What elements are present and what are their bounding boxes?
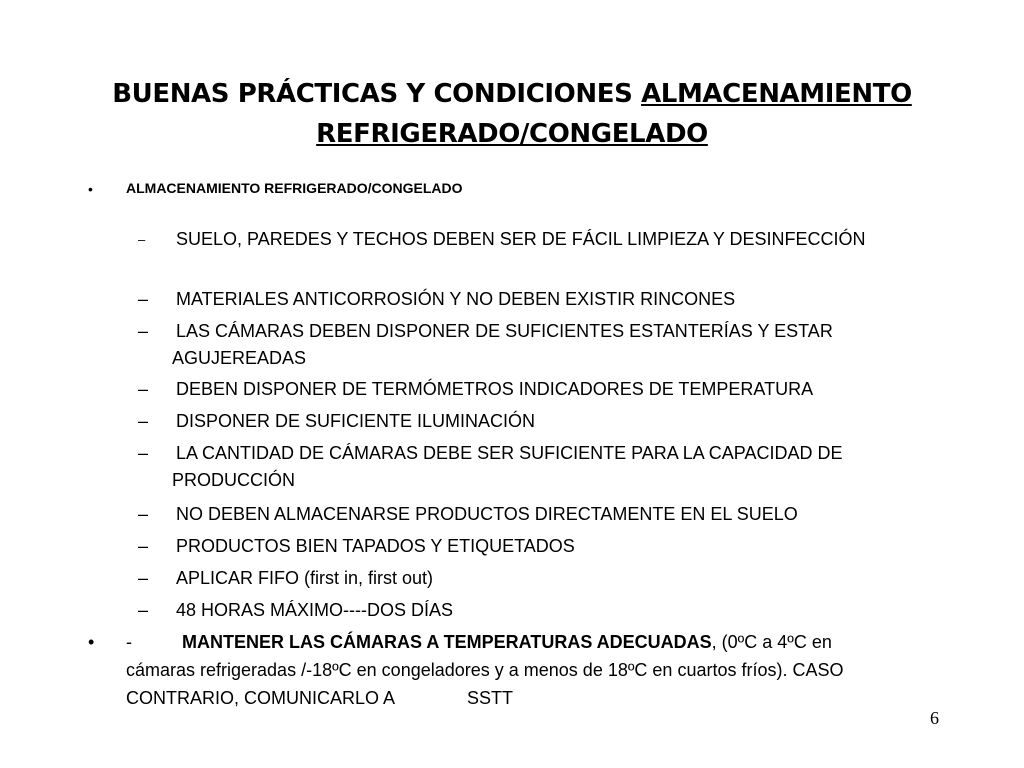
list-item (138, 440, 938, 494)
list-item (138, 597, 938, 624)
dash-marker: – (138, 411, 149, 431)
dash-marker: – (138, 600, 149, 620)
dash-marker: – (138, 504, 149, 524)
list-item-text: SUELO, PAREDES Y TECHOS DEBEN SER DE FÁCIL LIMPIEZA Y DESINFECCIÓN (176, 229, 866, 249)
list-item-text: MATERIALES ANTICORROSIÓN Y NO DEBEN EXISTIR RINCONES (176, 289, 736, 309)
dash-marker: – (138, 289, 149, 309)
list-item (138, 226, 938, 280)
temperature-text-line3: CONTRARIO, COMUNICARLO A (126, 688, 396, 708)
list-item-text: APLICAR FIFO (first in, first out) (176, 568, 434, 588)
dash-marker: – (138, 379, 149, 399)
temperature-bold-text: MANTENER LAS CÁMARAS A TEMPERATURAS ADECUADAS (182, 632, 712, 652)
slide-title (60, 74, 964, 154)
list-item-text: NO DEBEN ALMACENARSE PRODUCTOS DIRECTAMENTE EN EL SUELO (176, 504, 798, 524)
list-item (138, 565, 938, 592)
dash-marker: – (138, 443, 149, 463)
list-item-text: LAS CÁMARAS DEBEN DISPONER DE SUFICIENTES ESTANTERÍAS Y ESTAR AGUJEREADAS (172, 321, 833, 368)
list-item (138, 286, 938, 313)
list-item (138, 318, 938, 372)
list-item-text: PRODUCTOS BIEN TAPADOS Y ETIQUETADOS (176, 536, 575, 556)
title-underlined-1: ALMACENAMIENTO (641, 79, 912, 109)
dash-marker: – (138, 232, 146, 247)
dash-marker: – (138, 568, 149, 588)
list-item-text: 48 HORAS MÁXIMO----DOS DÍAS (176, 600, 454, 620)
list-item-text: DEBEN DISPONER DE TERMÓMETROS INDICADORES DE TEMPERATURA (176, 379, 814, 399)
temperature-text-line1: , (0ºC a 4ºC en (711, 632, 832, 652)
sstt-text: SSTT (467, 688, 514, 708)
list-item-text: DISPONER DE SUFICIENTE ILUMINACIÓN (176, 411, 536, 431)
bullet-marker: • (88, 181, 93, 197)
title-underlined-2: REFRIGERADO/CONGELADO (316, 119, 708, 149)
list-item (138, 501, 938, 528)
temperature-bullet (88, 628, 938, 712)
temperature-bullet-text (126, 628, 926, 712)
list-item (138, 533, 938, 560)
dash-marker: – (138, 536, 149, 556)
main-bullet (88, 178, 888, 200)
title-plain: BUENAS PRÁCTICAS Y CONDICIONES (112, 79, 633, 109)
dash-marker: – (138, 321, 149, 341)
page-number: 6 (930, 708, 939, 728)
list-item (138, 408, 938, 435)
bullet-prefix: - (126, 632, 132, 652)
list-item-text: LA CANTIDAD DE CÁMARAS DEBE SER SUFICIENTE PARA LA CAPACIDAD DE PRODUCCIÓN (172, 443, 843, 490)
main-bullet-text: ALMACENAMIENTO REFRIGERADO/CONGELADO (126, 180, 463, 196)
temperature-text-line2: cámaras refrigeradas /-18ºC en congeladores y a menos de 18ºC en cuartos fríos). CASO (126, 660, 844, 680)
bullet-marker: • (88, 632, 95, 652)
list-item (138, 376, 938, 403)
